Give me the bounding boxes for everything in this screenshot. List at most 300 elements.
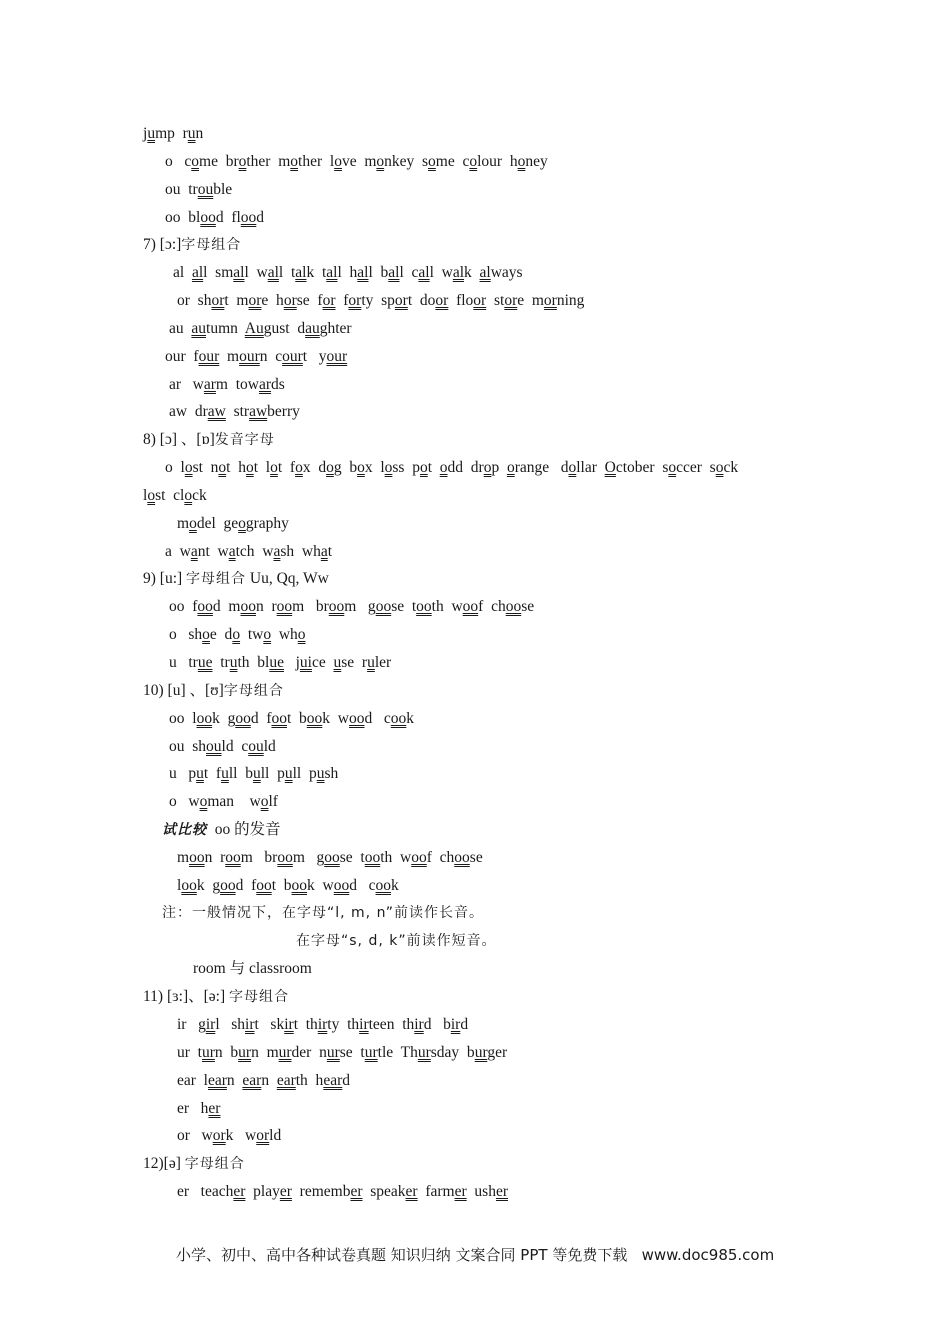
text-line xyxy=(177,1044,507,1062)
text-run: ty th xyxy=(327,1016,360,1033)
underlined-letters: er xyxy=(454,1183,467,1200)
underlined-letters: ir xyxy=(414,1016,424,1033)
text-run: berry xyxy=(267,403,300,420)
text-run: k w xyxy=(322,710,349,727)
text-run: nkey s xyxy=(384,153,429,170)
text-line xyxy=(169,376,285,394)
underlined-letters: ur xyxy=(474,1044,488,1061)
text-run: t sk xyxy=(254,1016,285,1033)
text-run: oo l xyxy=(169,710,197,727)
text-run: d m xyxy=(212,598,241,615)
text-run: k xyxy=(406,710,415,727)
text-run: ctober s xyxy=(615,459,669,476)
text-run: ld xyxy=(269,1127,282,1144)
text-run: t b xyxy=(271,877,292,894)
underlined-letters: u xyxy=(229,654,238,671)
text-run: se r xyxy=(341,654,368,671)
underlined-letters: ir xyxy=(245,1016,255,1033)
underlined-letters: or xyxy=(283,292,297,309)
underlined-letters: u xyxy=(187,125,196,142)
text-run: m br xyxy=(292,598,329,615)
underlined-letters: o xyxy=(218,459,227,476)
text-run: t th xyxy=(293,1016,318,1033)
underlined-letters: ou xyxy=(197,181,214,198)
text-line xyxy=(169,320,352,338)
text-run: 8) [ɔ] 、[ɒ] xyxy=(143,431,215,448)
underlined-letters: ui xyxy=(299,654,312,671)
text-line xyxy=(165,459,738,477)
underlined-letters: a xyxy=(273,543,281,560)
text-run: o c xyxy=(165,153,192,170)
text-run: j xyxy=(143,125,148,142)
text-run: our f xyxy=(165,348,199,365)
text-run: n m xyxy=(251,1044,279,1061)
underlined-letters: o xyxy=(357,459,365,476)
underlined-letters: our xyxy=(326,348,348,365)
text-run: ar w xyxy=(169,376,204,393)
underlined-letters: er xyxy=(350,1183,363,1200)
text-run: n r xyxy=(204,849,226,866)
text-run: ll p xyxy=(292,765,317,782)
underlined-letters: er xyxy=(405,1183,418,1200)
text-run: ger xyxy=(487,1044,508,1061)
text-run: ss p xyxy=(392,459,420,476)
text-line xyxy=(173,264,523,282)
underlined-letters: oo xyxy=(328,598,345,615)
text-run: speak xyxy=(362,1183,406,1200)
text-run: se t xyxy=(339,1044,365,1061)
text-run: ther l xyxy=(298,153,335,170)
text-run: ld c xyxy=(221,738,249,755)
underlined-letters: u xyxy=(367,654,375,671)
text-run: th w xyxy=(431,598,463,615)
text-run: k w xyxy=(225,1127,257,1144)
underlined-letters: o xyxy=(334,153,342,170)
text-run: f xyxy=(335,292,349,309)
text-run: o w xyxy=(169,793,200,810)
text-run: farm xyxy=(417,1183,455,1200)
underlined-letters: or xyxy=(256,1127,270,1144)
underlined-letters: oo xyxy=(277,849,293,866)
text-line xyxy=(169,710,414,728)
underlined-letters: o xyxy=(568,459,577,476)
underlined-letters: o xyxy=(202,626,210,643)
text-run: o l xyxy=(165,459,185,476)
underlined-letters: a xyxy=(228,543,236,560)
text-run: tle Th xyxy=(377,1044,418,1061)
underlined-letters: oo xyxy=(225,849,241,866)
text-run: se t xyxy=(339,849,365,866)
text-run: al xyxy=(173,264,192,281)
underlined-letters: er xyxy=(233,1183,246,1200)
text-line xyxy=(165,209,264,227)
underlined-letters: our xyxy=(198,348,220,365)
text-line xyxy=(193,960,312,978)
text-run: t f xyxy=(277,459,296,476)
text-line xyxy=(177,515,289,533)
text-run: d f xyxy=(250,710,272,727)
underlined-letters: ue xyxy=(197,654,213,671)
text-run: mp r xyxy=(155,125,188,142)
underlined-letters: al xyxy=(388,264,400,281)
text-run: l h xyxy=(337,264,358,281)
text-run: ce xyxy=(311,654,334,671)
text-line xyxy=(143,988,289,1006)
text-run: flo xyxy=(448,292,474,309)
underlined-letters: al xyxy=(326,264,338,281)
text-run: se xyxy=(521,598,535,615)
text-run: ther m xyxy=(246,153,291,170)
underlined-letters: ar xyxy=(203,376,216,393)
underlined-letters: o xyxy=(517,153,526,170)
text-run: n xyxy=(261,1072,277,1089)
underlined-letters: ear xyxy=(242,1072,262,1089)
underlined-letters: oo xyxy=(454,849,470,866)
text-run: m tow xyxy=(215,376,259,393)
text-run: t l xyxy=(253,459,271,476)
text-run: nt w xyxy=(197,543,229,560)
underlined-letters: ir xyxy=(450,1016,461,1033)
text-run: 11) [ɜ:]、[ə:] xyxy=(143,988,229,1005)
text-run: t y xyxy=(302,348,327,365)
underlined-letters: our xyxy=(282,348,303,365)
text-run: f ch xyxy=(426,849,455,866)
text-run: ck xyxy=(723,459,739,476)
underlined-letters: oo xyxy=(240,598,256,615)
underlined-letters: or xyxy=(348,292,362,309)
underlined-letters: au xyxy=(305,320,320,337)
chinese-text: 字母组合 xyxy=(181,237,242,253)
underlined-letters: oo xyxy=(220,877,236,894)
underlined-letters: a xyxy=(320,543,328,560)
chinese-text: 字母组合 xyxy=(223,683,284,699)
text-line xyxy=(165,543,332,561)
text-run: d c xyxy=(349,877,376,894)
text-run: 9) [u:] xyxy=(143,570,187,587)
text-run: sh xyxy=(324,765,339,782)
text-run: 10) [u] 、[ʊ] xyxy=(143,682,224,699)
chinese-text: 字母组合 xyxy=(228,989,289,1005)
text-run: ur t xyxy=(177,1044,202,1061)
text-run: rememb xyxy=(291,1183,351,1200)
text-run: m br xyxy=(240,849,278,866)
text-run: m g xyxy=(344,598,376,615)
underlined-letters: al xyxy=(295,264,307,281)
text-run: tr xyxy=(212,654,230,671)
text-line xyxy=(143,431,275,449)
underlined-letters: O xyxy=(604,459,616,476)
underlined-letters: a xyxy=(190,543,198,560)
underlined-letters: o xyxy=(232,626,241,643)
text-run: er h xyxy=(177,1100,209,1117)
underlined-letters: o xyxy=(238,515,246,532)
underlined-letters: ir xyxy=(359,1016,369,1033)
text-run: st xyxy=(486,292,505,309)
underlined-letters: o xyxy=(147,487,156,504)
text-run: t xyxy=(427,459,440,476)
underlined-letters: o xyxy=(715,459,724,476)
text-run: t do xyxy=(407,292,436,309)
text-run: 12)[ə] xyxy=(143,1155,185,1172)
text-line xyxy=(143,487,207,505)
underlined-letters: o xyxy=(483,459,492,476)
text-line xyxy=(169,765,338,783)
underlined-letters: o xyxy=(199,793,208,810)
underlined-letters: u xyxy=(284,765,293,782)
underlined-letters: oo xyxy=(349,710,365,727)
text-run: tch w xyxy=(235,543,274,560)
underlined-letters: ir xyxy=(284,1016,294,1033)
underlined-letters: ear xyxy=(207,1072,227,1089)
text-line xyxy=(162,904,484,922)
underlined-letters: ear xyxy=(276,1072,296,1089)
text-line xyxy=(177,1127,281,1145)
text-run: d c xyxy=(364,710,391,727)
text-run: tw xyxy=(240,626,264,643)
text-run: d xyxy=(256,209,265,226)
text-run: l sh xyxy=(215,1016,246,1033)
text-run: or w xyxy=(177,1127,213,1144)
text-run: k t xyxy=(306,264,327,281)
text-run: dd dr xyxy=(447,459,484,476)
underlined-letters: oo xyxy=(271,710,287,727)
underlined-letters: o xyxy=(184,487,193,504)
text-line xyxy=(143,236,241,254)
text-run: e h xyxy=(261,292,284,309)
underlined-letters: or xyxy=(394,292,408,309)
underlined-letters: oo xyxy=(197,598,213,615)
underlined-letters: o xyxy=(260,793,269,810)
text-run: t b xyxy=(286,710,307,727)
text-line xyxy=(169,738,276,756)
underlined-letters: o xyxy=(238,153,247,170)
underlined-letters: or xyxy=(248,292,262,309)
underlined-letters: al xyxy=(479,264,491,281)
chinese-text: 注：一般情况下，在字母“l, m, n”前读作长音。 xyxy=(162,905,484,921)
text-run: l w xyxy=(429,264,453,281)
text-run: x d xyxy=(302,459,327,476)
text-run: oo bl xyxy=(165,209,201,226)
text-line xyxy=(177,1016,468,1034)
text-run: l b xyxy=(368,264,389,281)
text-run: l t xyxy=(278,264,296,281)
text-run: ld xyxy=(263,738,276,755)
text-run: ways xyxy=(490,264,523,281)
text-line xyxy=(162,821,281,839)
underlined-letters: o xyxy=(428,153,436,170)
text-run: ler xyxy=(374,654,392,671)
underlined-letters: oo xyxy=(256,877,272,894)
underlined-letters: ou xyxy=(248,738,264,755)
text-run: man w xyxy=(207,793,261,810)
text-run: t xyxy=(327,543,333,560)
text-run: g b xyxy=(333,459,358,476)
underlined-letters: oo xyxy=(189,849,205,866)
text-run: st n xyxy=(192,459,219,476)
underlined-letters: Au xyxy=(244,320,264,337)
underlined-letters: ur xyxy=(417,1044,431,1061)
underlined-letters: our xyxy=(239,348,260,365)
text-run: der n xyxy=(291,1044,327,1061)
text-line xyxy=(177,1183,508,1201)
text-line xyxy=(169,793,278,811)
text-run: j xyxy=(283,654,300,671)
text-run: d f xyxy=(235,877,257,894)
underlined-letters: u xyxy=(221,765,229,782)
text-run: th w xyxy=(380,849,412,866)
text-run: ll b xyxy=(228,765,253,782)
text-run: sday b xyxy=(430,1044,475,1061)
underlined-letters: oo xyxy=(240,209,257,226)
text-run: tumn xyxy=(206,320,245,337)
chinese-text: 字母组合 xyxy=(184,1156,245,1172)
underlined-letters: o xyxy=(384,459,393,476)
text-line xyxy=(296,932,497,950)
underlined-letters: o xyxy=(184,459,193,476)
text-run: teen th xyxy=(368,1016,415,1033)
underlined-letters: o xyxy=(189,515,197,532)
text-run: str xyxy=(225,403,250,420)
underlined-letters: or xyxy=(435,292,449,309)
text-run: 7) [ɔ:] xyxy=(143,236,182,253)
underlined-letters: oo xyxy=(324,849,340,866)
text-run: n xyxy=(195,125,204,142)
underlined-letters: o xyxy=(295,459,303,476)
text-line xyxy=(169,403,300,421)
text-run: me br xyxy=(199,153,239,170)
text-line xyxy=(169,598,534,616)
text-run: d b xyxy=(423,1016,451,1033)
text-line xyxy=(165,181,232,199)
text-run: sh wh xyxy=(280,543,321,560)
text-run: ble xyxy=(213,181,233,198)
underlined-letters: er xyxy=(495,1183,508,1200)
text-run: gust d xyxy=(263,320,306,337)
text-run: oo 的发音 xyxy=(207,821,281,838)
text-run: ush xyxy=(466,1183,496,1200)
underlined-letters: u xyxy=(252,765,261,782)
underlined-letters: ou xyxy=(206,738,222,755)
text-run: wh xyxy=(271,626,298,643)
text-run: k g xyxy=(212,710,236,727)
text-line xyxy=(143,1155,245,1173)
text-run: l sm xyxy=(203,264,234,281)
text-run: ve m xyxy=(341,153,377,170)
text-line xyxy=(143,125,203,143)
underlined-letters: ur xyxy=(278,1044,292,1061)
underlined-letters: o xyxy=(419,459,428,476)
underlined-letters: o xyxy=(297,626,306,643)
text-run: k g xyxy=(196,877,221,894)
text-line xyxy=(169,626,306,644)
text-run: graphy xyxy=(245,515,289,532)
underlined-letters: o xyxy=(376,153,385,170)
text-run: ou sh xyxy=(169,738,207,755)
text-run: Uu, Qq, Ww xyxy=(246,570,329,587)
text-run: au xyxy=(169,320,192,337)
text-run: m xyxy=(177,849,190,866)
text-run: e m xyxy=(517,292,544,309)
text-run: m xyxy=(219,348,240,365)
text-run: k xyxy=(391,877,399,894)
text-run: se t xyxy=(391,598,417,615)
underlined-letters: or xyxy=(504,292,518,309)
text-run: n xyxy=(226,1072,243,1089)
text-run: st cl xyxy=(155,487,185,504)
underlined-letters: oo xyxy=(375,877,392,894)
text-run: play xyxy=(245,1183,280,1200)
emphasis-label: 试比较 xyxy=(162,822,207,838)
text-run: t m xyxy=(224,292,249,309)
text-line xyxy=(165,153,548,171)
text-run: me c xyxy=(435,153,470,170)
underlined-letters: al xyxy=(357,264,369,281)
underlined-letters: er xyxy=(208,1100,221,1117)
text-run: u tr xyxy=(169,654,198,671)
underlined-letters: al xyxy=(418,264,430,281)
underlined-letters: ur xyxy=(326,1044,340,1061)
text-run: room 与 classroom xyxy=(193,960,312,977)
text-line xyxy=(177,1100,220,1118)
text-run: ghter xyxy=(319,320,352,337)
underlined-letters: o xyxy=(439,459,448,476)
text-run: n b xyxy=(214,1044,239,1061)
text-run: llar xyxy=(576,459,605,476)
underlined-letters: oo xyxy=(462,598,479,615)
underlined-letters: al xyxy=(452,264,465,281)
underlined-letters: oo xyxy=(181,877,197,894)
underlined-letters: oo xyxy=(276,598,293,615)
text-run: aw dr xyxy=(169,403,208,420)
underlined-letters: o xyxy=(506,459,515,476)
text-line xyxy=(177,877,399,895)
text-run: ll p xyxy=(260,765,285,782)
text-run: o sh xyxy=(169,626,203,643)
underlined-letters: ar xyxy=(258,376,272,393)
underlined-letters: o xyxy=(263,626,272,643)
text-run: l xyxy=(143,487,148,504)
text-run: se f xyxy=(296,292,323,309)
text-run: l xyxy=(177,877,182,894)
underlined-letters: o xyxy=(469,153,478,170)
underlined-letters: oo xyxy=(291,877,308,894)
text-run: ear l xyxy=(177,1072,208,1089)
underlined-letters: er xyxy=(279,1183,292,1200)
underlined-letters: al xyxy=(191,264,204,281)
underlined-letters: oo xyxy=(390,710,407,727)
underlined-letters: aw xyxy=(249,403,268,420)
text-run: range d xyxy=(514,459,569,476)
text-run: l c xyxy=(399,264,419,281)
text-line xyxy=(143,570,329,588)
text-run: k xyxy=(464,264,480,281)
text-run: n c xyxy=(259,348,283,365)
underlined-letters: ir xyxy=(317,1016,328,1033)
text-run: lf xyxy=(268,793,278,810)
underlined-letters: ue xyxy=(269,654,284,671)
underlined-letters: oo xyxy=(196,710,213,727)
underlined-letters: aw xyxy=(207,403,226,420)
underlined-letters: oo xyxy=(411,849,427,866)
underlined-letters: ear xyxy=(323,1072,343,1089)
underlined-letters: oo xyxy=(375,598,392,615)
text-run: t f xyxy=(203,765,222,782)
page-footer: 小学、初中、高中各种试卷真题 知识归纳 文案合同 PPT 等免费下载 www.doc985.com xyxy=(176,1246,775,1264)
text-run: x l xyxy=(364,459,385,476)
text-run: th h xyxy=(295,1072,324,1089)
text-run: d xyxy=(460,1016,469,1033)
underlined-letters: u xyxy=(333,654,342,671)
